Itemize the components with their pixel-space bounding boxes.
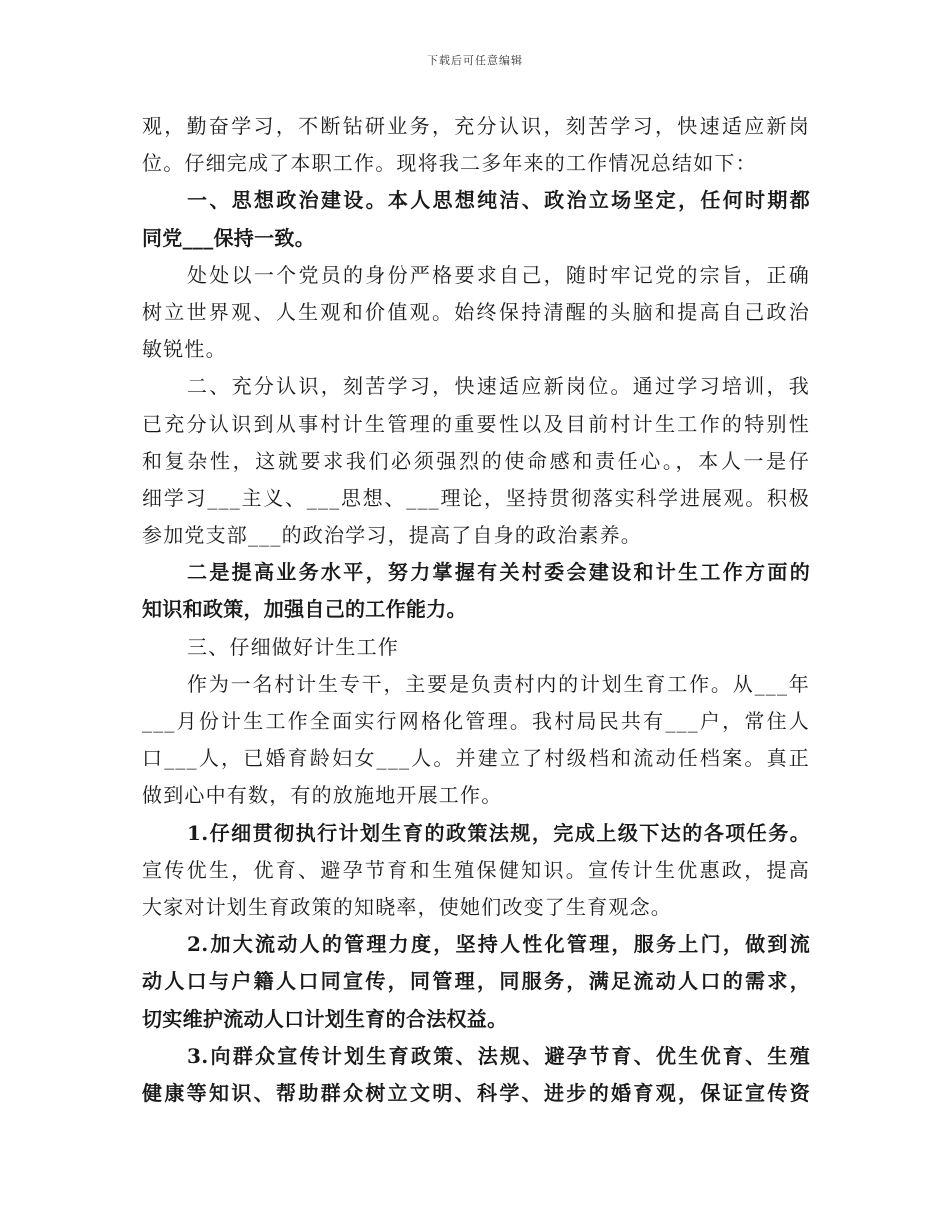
text-line: 观，勤奋学习，不断钻研业务，充分认识，刻苦学习，快速适应新岗 (142, 114, 810, 138)
text-line: 3.向群众宣传计划生育政策、法规、避孕节育、优生优育、生殖 (187, 1043, 810, 1068)
text-line: 细学习___主义、___思想、___理论，坚持贯彻落实科学进展观。积极 (142, 485, 810, 510)
text-line: 作为一名村计生专干，主要是负责村内的计划生育工作。从___年 (187, 671, 810, 696)
text-line: 和复杂性，这就要求我们必须强烈的使命感和责任心。，本人一是仔 (142, 448, 810, 473)
text-line: 一、思想政治建设。本人思想纯洁、政治立场坚定，任何时期都 (187, 188, 810, 213)
text-line: 口___人，已婚育龄妇女___人。并建立了村级档和流动任档案。真正 (142, 746, 810, 771)
text-line: 宣传优生，优育、避孕节育和生殖保健知识。宣传计生优惠政，提高 (142, 857, 810, 882)
text-line: 做到心中有数，有的放施地开展工作。 (142, 783, 503, 808)
text-line: 敏锐性。 (142, 337, 227, 362)
text-line: 已充分认识到从事村计生管理的重要性以及目前村计生工作的特别性 (142, 411, 810, 436)
text-line: 二、充分认识，刻苦学习，快速适应新岗位。通过学习培训，我 (187, 374, 810, 399)
text-line: 处处以一个党员的身份严格要求自己，随时牢记党的宗旨，正确 (187, 262, 810, 287)
text-line: 健康等知识、帮助群众树立文明、科学、进步的婚育观，保证宣传资 (142, 1080, 810, 1105)
text-line: 1.仔细贯彻执行计划生育的政策法规，完成上级下达的各项任务。 (187, 820, 810, 845)
text-line: 切实维护流动人口计划生育的合法权益。 (142, 1006, 508, 1031)
text-line: 参加党支部___的政治学习，提高了自身的政治素养。 (142, 523, 642, 548)
text-line: 位。仔细完成了本职工作。现将我二多年来的工作情况总结如下： (142, 151, 757, 176)
text-line: 知识和政策，加强自己的工作能力。 (142, 597, 467, 622)
text-line: 同党___保持一致。 (142, 225, 315, 250)
text-line: 二是提高业务水平，努力掌握有关村委会建设和计生工作方面的 (187, 560, 810, 585)
document-body (142, 108, 810, 1112)
text-line: 三、仔细做好计生工作 (187, 634, 399, 659)
text-line: 大家对计划生育政策的知晓率，使她们改变了生育观念。 (142, 894, 672, 919)
text-line: ___月份计生工作全面实行网格化管理。我村局民共有___户，常住人 (142, 709, 810, 733)
text-line: 动人口与户籍人口同宣传，同管理，同服务，满足流动人口的需求， (142, 969, 810, 994)
text-line: 2.加大流动人的管理力度，坚持人性化管理，服务上门，做到流 (187, 932, 810, 957)
page-header-note: 下载后可任意编辑 (427, 54, 523, 67)
text-line: 树立世界观、人生观和价值观。始终保持清醒的头脑和提高自己政治 (142, 299, 810, 324)
